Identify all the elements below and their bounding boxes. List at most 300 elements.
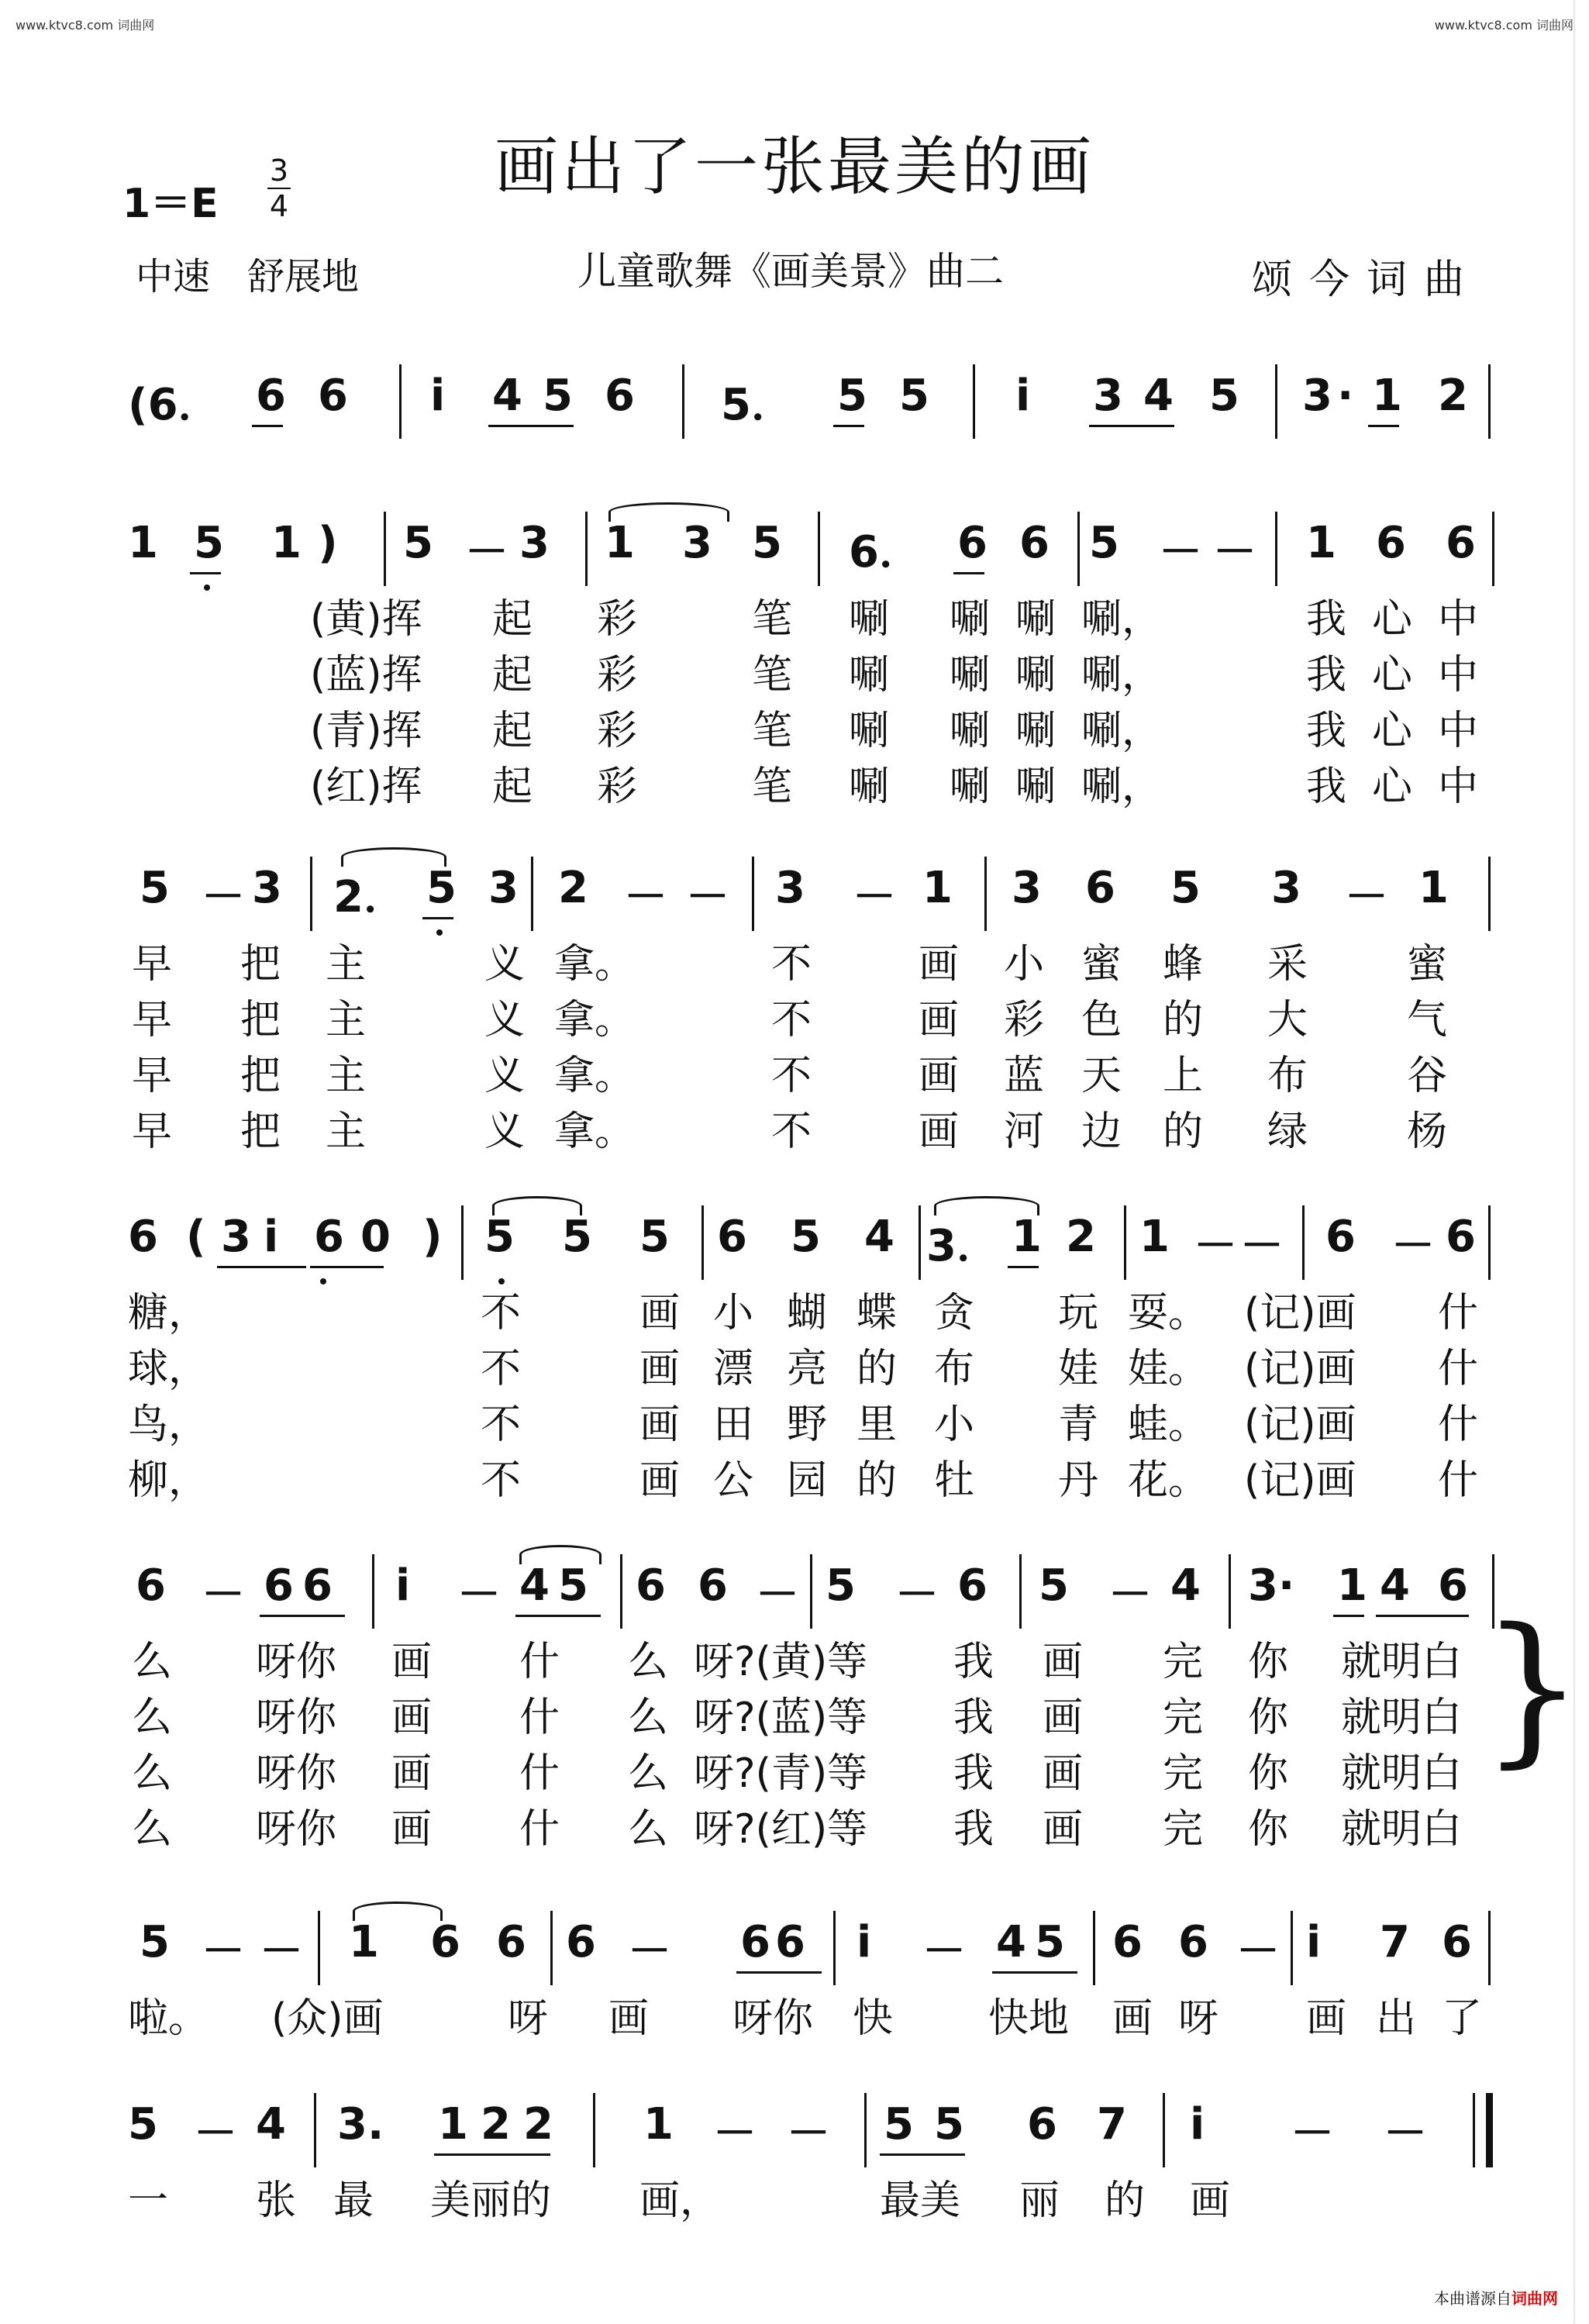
note: 5 [194, 518, 224, 568]
lyric: 义 [484, 997, 526, 1043]
lyric: 出 [1376, 1995, 1417, 2042]
lyric: 什 [519, 1750, 560, 1797]
lyric: 唰， [1081, 596, 1163, 643]
lyric: 唰， [1081, 764, 1163, 810]
lyric: 小 [1004, 941, 1045, 988]
note: 2 [558, 863, 588, 913]
lyric: 呀你 [256, 1695, 337, 1741]
lyric: 早 [132, 941, 173, 988]
note: 6 [636, 1560, 666, 1611]
lyric: 丹 [1058, 1457, 1099, 1504]
note: 6． [849, 527, 922, 578]
lyric: 就明白 [1341, 1639, 1463, 1685]
lyric: 呀?(蓝)等 [694, 1695, 868, 1741]
note: － [756, 1570, 799, 1620]
staff-row-4 [128, 1205, 1492, 1503]
note: 1 [349, 1917, 379, 1967]
note: 6 [1442, 1917, 1472, 1967]
lyric: 柳， [128, 1457, 209, 1504]
note: 5 [140, 1917, 170, 1967]
lyric: 小 [713, 1290, 754, 1336]
note: － [895, 1570, 939, 1620]
lyric: 主 [326, 1109, 367, 1155]
lyric: 主 [326, 1053, 367, 1099]
lyric: 画 [639, 1290, 681, 1336]
staff-row-2 [128, 512, 1492, 809]
note: 3 [519, 518, 550, 568]
note: 5 [1039, 1560, 1069, 1611]
note: － [787, 2108, 830, 2159]
note: － [628, 1926, 671, 1977]
lyric: 心 [1372, 652, 1413, 698]
lyric: 画 [919, 1109, 960, 1155]
lyric: 蓝 [1004, 1053, 1045, 1099]
note: 7 [1380, 1917, 1410, 1967]
verse-brace: } [1480, 1593, 1584, 1783]
lyric: 娃 [1058, 1346, 1099, 1392]
lyric: 画 [1043, 1695, 1084, 1741]
lyric: 我 [1306, 596, 1347, 643]
note: 5 [1089, 518, 1119, 568]
lyric: 什 [519, 1695, 560, 1741]
lyric: 公 [713, 1457, 754, 1504]
note: (6． [128, 380, 222, 430]
note: i [1190, 2099, 1205, 2150]
lyric: 快 [853, 1995, 894, 2042]
note: 6 [1019, 518, 1050, 568]
note: i [430, 371, 446, 421]
note: 5 [837, 371, 867, 421]
lyric: 画 [391, 1750, 433, 1797]
note: － [202, 1570, 245, 1620]
staff-row-5 [128, 1554, 1584, 1853]
note: 6 [1085, 863, 1115, 913]
lyric: 我 [953, 1806, 994, 1853]
note: 6 [1438, 1560, 1468, 1611]
note: 5 [639, 1212, 670, 1262]
lyric: (记)画 [1244, 1346, 1356, 1392]
note: － [1391, 1221, 1435, 1271]
staff-row-1 [128, 364, 1492, 430]
lyric: 唰 [1015, 764, 1056, 810]
note: 5 [899, 371, 929, 421]
lyric: 早 [132, 997, 173, 1043]
lyric: (黄)挥 [310, 596, 422, 643]
note: 1 [1372, 371, 1402, 421]
lyric: 把 [240, 997, 281, 1043]
lyric: 么 [132, 1806, 173, 1853]
note: 6 [1446, 1212, 1476, 1262]
key-signature: 1＝E [122, 181, 219, 227]
lyric: 呀 [1178, 1995, 1219, 2042]
note: 6 [1446, 518, 1476, 568]
lyric: 画 [1043, 1806, 1084, 1853]
note: 5 [752, 518, 782, 568]
note: － [465, 527, 508, 578]
lyric: 唰 [950, 652, 991, 698]
lyric: 不 [771, 941, 812, 988]
note: 5 [1035, 1917, 1065, 1967]
staff-row-6 [128, 1911, 1492, 2041]
note: 5 [558, 1560, 588, 1611]
note: 5 [562, 1212, 592, 1262]
lyric: 什 [1438, 1290, 1479, 1336]
lyric: 画 [1190, 2177, 1231, 2224]
note: 5 [128, 2099, 158, 2150]
lyric: 拿。 [554, 941, 636, 988]
meter-bottom: 4 [269, 189, 289, 223]
lyric: 你 [1248, 1639, 1289, 1685]
note: 3 [221, 1212, 251, 1262]
note: 5 [426, 863, 457, 913]
lyric: 画 [1043, 1639, 1084, 1685]
note: 2 [523, 2099, 553, 2150]
lyric: 我 [1306, 764, 1347, 810]
lyric: 野 [787, 1402, 828, 1448]
lyric: 中 [1438, 764, 1479, 810]
lyric: 把 [240, 1053, 281, 1099]
lyric: 唰 [1015, 708, 1056, 754]
lyric: 心 [1372, 708, 1413, 754]
note: i [857, 1917, 872, 1967]
lyric: 啦。 [128, 1995, 209, 2042]
note: 1 [1139, 1212, 1170, 1262]
note: i [395, 1560, 411, 1611]
lyric: 画 [919, 941, 960, 988]
lyric: 大 [1267, 997, 1308, 1043]
meter-top: 3 [269, 153, 289, 188]
note: 3 [682, 518, 712, 568]
note: － [457, 1570, 501, 1620]
lyric: 糖， [128, 1290, 209, 1336]
note: 4 [1380, 1560, 1410, 1611]
lyric: 义 [484, 1053, 526, 1099]
lyric: 画 [639, 1402, 681, 1448]
note: 4 [519, 1560, 550, 1611]
lyric: 起 [492, 596, 533, 643]
note: 2 [1438, 371, 1468, 421]
note: 1 [922, 863, 953, 913]
lyric: 玩 [1058, 1290, 1099, 1336]
lyric: (众)画 [271, 1995, 384, 2042]
lyric: 完 [1163, 1750, 1204, 1797]
note: 6 [1027, 2099, 1057, 2150]
lyric: 心 [1372, 764, 1413, 810]
tempo-marking: 中速 舒展地 [136, 255, 360, 298]
lyric: 么 [628, 1695, 669, 1741]
note: 6 [1325, 1212, 1356, 1262]
note: 6 [1112, 1917, 1143, 1967]
lyric: 中 [1438, 596, 1479, 643]
lyric: (红)挥 [310, 764, 422, 810]
lyric: 画 [639, 1457, 681, 1504]
note: － [713, 2108, 757, 2159]
lyric: 画 [639, 1346, 681, 1392]
lyric: 拿。 [554, 997, 636, 1043]
lyric: 早 [132, 1053, 173, 1099]
note: 4 [256, 2099, 286, 2150]
note: 1 [1337, 1560, 1367, 1611]
lyric: 义 [484, 941, 526, 988]
note: ) [422, 1212, 443, 1262]
lyric: 呀?(青)等 [694, 1750, 868, 1797]
note: 5 [484, 1212, 515, 1262]
lyric: 里 [857, 1402, 898, 1448]
lyric: 拿。 [554, 1053, 636, 1099]
lyric: 笔 [752, 764, 793, 810]
lyric: 呀?(黄)等 [694, 1639, 868, 1685]
lyric: 拿。 [554, 1109, 636, 1155]
lyric: 中 [1438, 652, 1479, 698]
author-credit: 颂今词曲 [1252, 257, 1482, 303]
lyric: 唰 [1015, 652, 1056, 698]
note: i [1015, 371, 1031, 421]
lyric: 呀你 [256, 1639, 337, 1685]
lyric: 就明白 [1341, 1806, 1463, 1853]
lyric: 蜜 [1081, 941, 1122, 988]
note: 3． [926, 1221, 1000, 1271]
lyric: 唰 [849, 596, 890, 643]
lyric: 我 [1306, 652, 1347, 698]
lyric: 么 [132, 1639, 173, 1685]
lyric: 杨 [1407, 1109, 1448, 1155]
lyric: 把 [240, 941, 281, 988]
lyric: 么 [628, 1806, 669, 1853]
note: 5 [403, 518, 433, 568]
note: 2． [333, 872, 407, 922]
note: 6 [566, 1917, 596, 1967]
lyric: 一 [128, 2177, 169, 2224]
lyric: 唰， [1081, 708, 1163, 754]
lyric: 么 [132, 1695, 173, 1741]
lyric: 主 [326, 941, 367, 988]
note: 6 [128, 1212, 158, 1262]
lyric: 采 [1267, 941, 1308, 988]
note: － [686, 872, 729, 922]
lyric: 什 [1438, 1346, 1479, 1392]
lyric: 绿 [1267, 1109, 1308, 1155]
lyric: 边 [1081, 1109, 1122, 1155]
note: 3 [1012, 863, 1042, 913]
footer-brand: 词曲网 [1511, 2289, 1558, 2308]
lyric: (记)画 [1244, 1457, 1356, 1504]
note: － [853, 872, 896, 922]
lyric: 的 [857, 1457, 898, 1504]
lyric: (青)挥 [310, 708, 422, 754]
lyric: 画 [1112, 1995, 1153, 2042]
lyric: 你 [1248, 1750, 1289, 1797]
lyric: 布 [1267, 1053, 1308, 1099]
source-footer [1434, 2286, 1558, 2308]
lyric: 不 [771, 1109, 812, 1155]
note: 6 [717, 1212, 747, 1262]
note: 0 [360, 1212, 391, 1262]
lyric: 唰 [849, 652, 890, 698]
note: － [1345, 872, 1388, 922]
lyric: 不 [481, 1346, 522, 1392]
lyric: 你 [1248, 1806, 1289, 1853]
lyric: 蝴 [787, 1290, 828, 1336]
lyric: 彩 [597, 708, 638, 754]
lyric: 张 [256, 2177, 297, 2224]
lyric: 贪 [934, 1290, 975, 1336]
lyric: 唰 [950, 708, 991, 754]
lyric: 我 [953, 1695, 994, 1741]
lyric: 笔 [752, 652, 793, 698]
note: 6 [775, 1917, 805, 1967]
lyric: 蜜 [1407, 941, 1448, 988]
lyric: 天 [1081, 1053, 1122, 1099]
note: 5 [826, 1560, 856, 1611]
note: 3 [1093, 371, 1123, 421]
lyric: 画 [391, 1639, 433, 1685]
note: 6 [1376, 518, 1406, 568]
note: 5 [140, 863, 170, 913]
note: 1 [643, 2099, 674, 2150]
lyric: 画 [919, 1053, 960, 1099]
lyric: 呀你 [732, 1995, 814, 2042]
lyric: 美丽的 [430, 2177, 552, 2224]
lyric: (记)画 [1244, 1402, 1356, 1448]
lyric: 气 [1407, 997, 1448, 1043]
lyric: 什 [519, 1639, 560, 1685]
footer-prefix: 本曲谱源自 [1434, 2289, 1511, 2308]
lyric: 不 [771, 1053, 812, 1099]
note: 6 [318, 371, 348, 421]
lyric: 笔 [752, 708, 793, 754]
note: 5 [884, 2099, 914, 2150]
note: 6 [957, 1560, 988, 1611]
song-title: 画出了一张最美的画 [494, 130, 1094, 204]
note: 6 [605, 371, 635, 421]
lyric: 画 [1306, 1995, 1347, 2042]
lyric: 鸟， [128, 1402, 209, 1448]
lyric: 画 [608, 1995, 650, 2042]
note: 6 [256, 371, 286, 421]
lyric: 漂 [713, 1346, 754, 1392]
note: － [1384, 2108, 1427, 2159]
lyric: 呀 [508, 1995, 549, 2042]
note: 6 [264, 1560, 294, 1611]
lyric: 么 [132, 1750, 173, 1797]
note: i [264, 1212, 279, 1262]
lyric: 画， [639, 2177, 721, 2224]
lyric: 彩 [597, 764, 638, 810]
note: 1 [438, 2099, 468, 2150]
lyric: 唰 [849, 764, 890, 810]
time-signature [264, 155, 295, 222]
note: 5 [1170, 863, 1201, 913]
lyric: 了 [1442, 1995, 1483, 2042]
lyric: 唰 [950, 764, 991, 810]
note: i [1306, 1917, 1322, 1967]
lyric: (蓝)挥 [310, 652, 422, 698]
note: － [202, 1926, 245, 1977]
lyric: 画 [391, 1806, 433, 1853]
note: · [1337, 371, 1354, 421]
note: 4 [1170, 1560, 1201, 1611]
lyric: 什 [1438, 1402, 1479, 1448]
note: 6 [698, 1560, 728, 1611]
note: 6 [314, 1212, 344, 1262]
note: － [1108, 1570, 1152, 1620]
note: 1 [605, 518, 635, 568]
note: 2 [1066, 1212, 1096, 1262]
lyric: 牡 [934, 1457, 975, 1504]
lyric: 最 [333, 2177, 374, 2224]
lyric: 色 [1081, 997, 1122, 1043]
note: － [1240, 1221, 1284, 1271]
note: 5 [1209, 371, 1239, 421]
note: 5 [934, 2099, 964, 2150]
note: 4 [1143, 371, 1174, 421]
lyric: 不 [481, 1290, 522, 1336]
note: 6 [957, 518, 988, 568]
lyric: 田 [713, 1402, 754, 1448]
note: － [1213, 527, 1256, 578]
lyric: 的 [1163, 1109, 1204, 1155]
note: － [1194, 1221, 1237, 1271]
note: － [1291, 2108, 1334, 2159]
lyric: 娃。 [1128, 1346, 1209, 1392]
lyric: 中 [1438, 708, 1479, 754]
lyric: 心 [1372, 596, 1413, 643]
lyric: 唰 [1015, 596, 1056, 643]
note: － [624, 872, 667, 922]
lyric: 么 [628, 1750, 669, 1797]
lyric: 布 [934, 1346, 975, 1392]
lyric: 我 [953, 1639, 994, 1685]
lyric: 球， [128, 1346, 209, 1392]
staff-row-7 [128, 2093, 1492, 2223]
lyric: 起 [492, 652, 533, 698]
lyric: 呀你 [256, 1806, 337, 1853]
note: 3 [775, 863, 805, 913]
note: 3. [337, 2099, 384, 2150]
lyric: 唰 [849, 708, 890, 754]
lyric: 花。 [1128, 1457, 1209, 1504]
lyric: 快地 [988, 1995, 1070, 2042]
lyric: 画 [1043, 1750, 1084, 1797]
note: 1 [128, 518, 158, 568]
note: 4 [996, 1917, 1026, 1967]
lyric: 把 [240, 1109, 281, 1155]
note: ( [186, 1212, 206, 1262]
lyric: 完 [1163, 1806, 1204, 1853]
staff-row-3 [128, 857, 1492, 1154]
lyric: 我 [1306, 708, 1347, 754]
note: － [194, 2108, 237, 2159]
lyric: 的 [1163, 997, 1204, 1043]
lyric: 耍。 [1128, 1290, 1209, 1336]
note: 3 [488, 863, 519, 913]
lyric: 青 [1058, 1402, 1099, 1448]
note: 6 [302, 1560, 333, 1611]
lyric: 画 [919, 997, 960, 1043]
lyric: 谷 [1407, 1053, 1448, 1099]
lyric: 你 [1248, 1695, 1289, 1741]
lyric: 起 [492, 764, 533, 810]
note: － [1159, 527, 1202, 578]
note: 1 [1418, 863, 1449, 913]
lyric: 呀你 [256, 1750, 337, 1797]
note: ) [318, 518, 338, 568]
lyric: 丽 [1019, 2177, 1060, 2224]
note: 4 [864, 1212, 894, 1262]
note: 1 [1306, 518, 1336, 568]
lyric: 就明白 [1341, 1695, 1463, 1741]
lyric: 的 [857, 1346, 898, 1392]
